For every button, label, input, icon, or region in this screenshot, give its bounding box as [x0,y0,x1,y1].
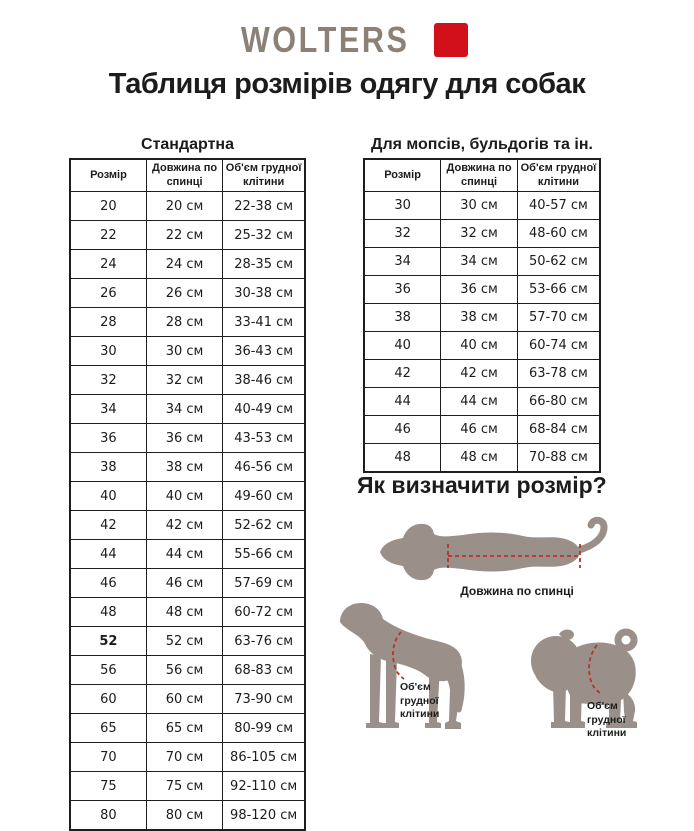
size-cell: 75 [70,772,146,801]
size-cell: 20 см [146,192,222,221]
size-cell: 34 [364,248,441,276]
chest-volume-label [400,681,439,722]
size-cell: 50-62 см [517,248,600,276]
size-cell: 60 [70,685,146,714]
size-cell: 70 см [146,743,222,772]
table-row [70,221,305,250]
table-row [364,416,600,444]
size-cell: 43-53 см [223,424,305,453]
size-cell: 48 см [441,444,518,473]
size-cell: 42 см [441,360,518,388]
dog-topview-silhouette-icon [380,524,580,580]
size-cell: 55-66 см [223,540,305,569]
label-line: клітини [400,708,440,721]
size-cell: 34 см [146,395,222,424]
table-row [70,801,305,831]
size-cell: 48 [364,444,441,473]
size-cell: 40-57 см [517,192,600,220]
bulldog-curled-tail-icon [618,632,634,648]
label-line: Об'єм [400,681,431,693]
standard-size-table [69,158,306,831]
size-cell: 68-83 см [223,656,305,685]
size-cell: 36 см [146,424,222,453]
page-title: Таблиця розмірів одягу для собак [108,68,586,100]
size-cell: 46 [364,416,441,444]
size-cell: 52 [70,627,146,656]
label-line: клітини [587,727,627,740]
size-cell: 22 см [146,221,222,250]
size-cell: 68-84 см [517,416,600,444]
size-cell: 73-90 см [223,685,305,714]
size-cell: 24 см [146,250,222,279]
size-cell: 38 [364,304,441,332]
pugs-size-table [363,158,601,473]
size-cell: 53-66 см [517,276,600,304]
size-cell: 92-110 см [223,772,305,801]
col-size: Розмір [70,159,146,192]
size-cell: 52 см [146,627,222,656]
brand-logo [0,16,694,64]
size-cell: 26 [70,279,146,308]
size-cell: 40 [364,332,441,360]
col-back-length: Довжина по спинці [146,159,222,192]
size-cell: 44 [364,388,441,416]
size-cell: 56 [70,656,146,685]
size-cell: 33-41 см [223,308,305,337]
table-row [364,304,600,332]
table-row [70,279,305,308]
size-cell: 63-78 см [517,360,600,388]
size-cell: 48 [70,598,146,627]
size-cell: 60-74 см [517,332,600,360]
table-row [70,772,305,801]
size-cell: 32 см [146,366,222,395]
table-row [70,569,305,598]
size-cell: 36 [364,276,441,304]
size-cell: 34 см [441,248,518,276]
size-cell: 46 см [441,416,518,444]
size-cell: 57-70 см [517,304,600,332]
size-cell: 38 см [441,304,518,332]
size-cell: 24 [70,250,146,279]
col-back-length: Довжина по спинці [441,159,518,192]
brand-logo-text: WOLTERS [240,19,410,60]
table-row [70,714,305,743]
table-row [364,192,600,220]
table-row [70,743,305,772]
table-row [70,627,305,656]
guide-title: Як визначити розмір? [357,472,607,498]
size-cell: 60 см [146,685,222,714]
brand-logo-square-icon [434,23,468,57]
pugs-table-title: Для мопсів, бульдогів та ін. [371,136,593,153]
size-cell: 22 [70,221,146,250]
table-row [70,685,305,714]
size-cell: 56 см [146,656,222,685]
size-cell: 25-32 см [223,221,305,250]
size-cell: 26 см [146,279,222,308]
size-cell: 28 см [146,308,222,337]
size-cell: 86-105 см [223,743,305,772]
size-cell: 80-99 см [223,714,305,743]
size-cell: 44 см [441,388,518,416]
table-row [70,453,305,482]
size-cell: 46-56 см [223,453,305,482]
table-row [70,511,305,540]
size-cell: 65 см [146,714,222,743]
table-row [70,598,305,627]
table-row [70,482,305,511]
size-cell: 32 см [441,220,518,248]
size-cell: 30 [70,337,146,366]
size-cell: 38 см [146,453,222,482]
header-row [70,159,305,192]
size-cell: 40 [70,482,146,511]
size-cell: 32 [70,366,146,395]
size-cell: 40-49 см [223,395,305,424]
table-row [70,424,305,453]
size-cell: 46 см [146,569,222,598]
size-cell: 36 см [441,276,518,304]
standing-dog-front-leg [366,654,383,728]
size-cell: 30 см [441,192,518,220]
col-size: Розмір [364,159,441,192]
size-cell: 28-35 см [223,250,305,279]
size-cell: 32 [364,220,441,248]
size-cell: 22-38 см [223,192,305,221]
table-row [70,250,305,279]
size-cell: 80 [70,801,146,831]
size-cell: 36 [70,424,146,453]
table-row [364,220,600,248]
table-row [70,656,305,685]
table-row [70,395,305,424]
size-cell: 42 см [146,511,222,540]
size-cell: 60-72 см [223,598,305,627]
size-cell: 30-38 см [223,279,305,308]
chest-volume-label [587,700,626,741]
label-line: грудної [400,694,439,707]
size-cell: 20 [70,192,146,221]
standard-table-section [69,134,306,831]
table-row [70,192,305,221]
size-cell: 49-60 см [223,482,305,511]
size-cell: 66-80 см [517,388,600,416]
size-cell: 42 [70,511,146,540]
size-cell: 48-60 см [517,220,600,248]
size-cell: 28 [70,308,146,337]
table-row [70,337,305,366]
top-view-dog-figure [373,512,611,592]
table-row [70,308,305,337]
table-row [70,540,305,569]
col-chest: Об'єм грудної клітини [517,159,600,192]
size-cell: 98-120 см [223,801,305,831]
size-cell: 34 [70,395,146,424]
size-cell: 44 [70,540,146,569]
size-cell: 48 см [146,598,222,627]
col-chest: Об'єм грудної клітини [223,159,305,192]
size-cell: 36-43 см [223,337,305,366]
header-row [364,159,600,192]
size-cell: 70-88 см [517,444,600,473]
size-cell: 38-46 см [223,366,305,395]
size-cell: 40 см [441,332,518,360]
table-row [364,360,600,388]
pugs-table-section [363,134,601,473]
size-cell: 65 [70,714,146,743]
table-row [364,444,600,473]
table-row [364,276,600,304]
table-row [70,366,305,395]
table-row [364,332,600,360]
size-cell: 30 [364,192,441,220]
size-cell: 57-69 см [223,569,305,598]
back-length-label: Довжина по спинці [460,584,574,598]
table-row [364,248,600,276]
bulldog-front-leg [551,685,569,728]
size-cell: 70 [70,743,146,772]
size-cell: 30 см [146,337,222,366]
size-cell: 44 см [146,540,222,569]
table-row [364,388,600,416]
label-line: Об'єм [587,700,618,712]
label-line: грудної [587,713,626,726]
size-cell: 40 см [146,482,222,511]
size-cell: 42 [364,360,441,388]
size-cell: 46 [70,569,146,598]
size-cell: 52-62 см [223,511,305,540]
size-cell: 80 см [146,801,222,831]
size-cell: 75 см [146,772,222,801]
size-cell: 38 [70,453,146,482]
size-cell: 63-76 см [223,627,305,656]
standard-table-title: Стандартна [141,136,234,153]
dog-curled-tail-icon [579,520,604,550]
